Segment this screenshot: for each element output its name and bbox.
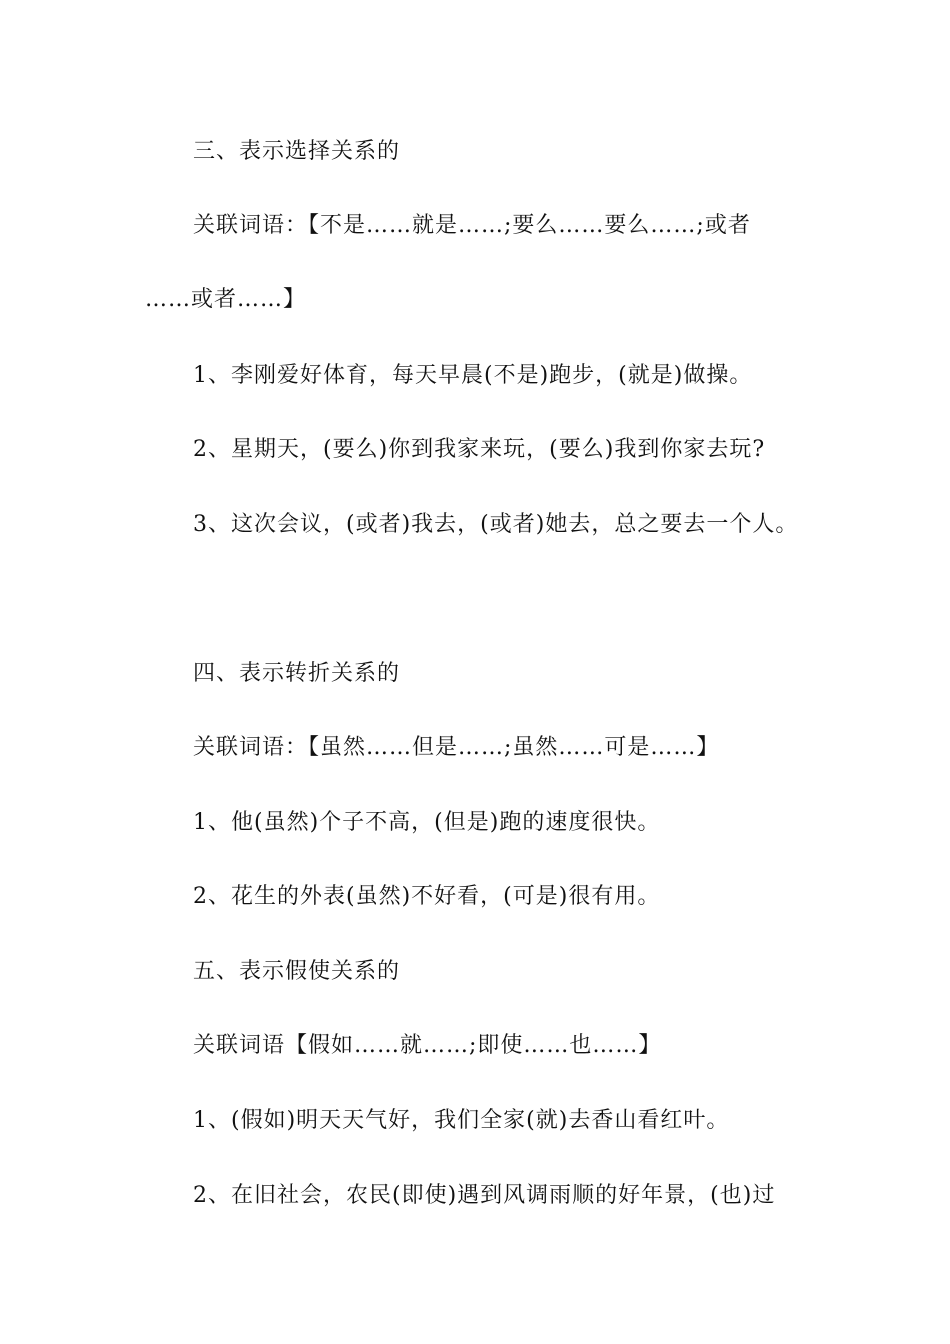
example-sentence: 1、(假如)明天天气好，我们全家(就)去香山看红叶。 — [193, 1108, 730, 1133]
conjunction-list-contrast: 关联词语：【虽然……但是……;虽然……可是……】 — [193, 735, 720, 760]
example-sentence: 1、李刚爱好体育，每天早晨(不是)跑步，(就是)做操。 — [193, 363, 753, 388]
conjunction-list-hypothesis: 关联词语【假如……就……;即使……也……】 — [193, 1033, 662, 1058]
example-sentence: 2、花生的外表(虽然)不好看，(可是)很有用。 — [193, 884, 661, 909]
conjunction-list-choice: 关联词语：【不是……就是……;要么……要么……;或者 — [193, 213, 751, 238]
example-sentence: 2、在旧社会，农民(即使)遇到风调雨顺的好年景，(也)过 — [193, 1183, 776, 1208]
conjunction-list-choice-continued: ……或者……】 — [145, 287, 307, 312]
example-sentence: 3、这次会议，(或者)我去，(或者)她去，总之要去一个人。 — [193, 512, 799, 537]
section-heading-hypothesis: 五、表示假使关系的 — [193, 959, 401, 984]
section-heading-contrast: 四、表示转折关系的 — [193, 661, 401, 686]
example-sentence: 2、星期天，(要么)你到我家来玩，(要么)我到你家去玩? — [193, 437, 766, 462]
example-sentence: 1、他(虽然)个子不高，(但是)跑的速度很快。 — [193, 810, 661, 835]
section-heading-choice: 三、表示选择关系的 — [193, 139, 401, 164]
